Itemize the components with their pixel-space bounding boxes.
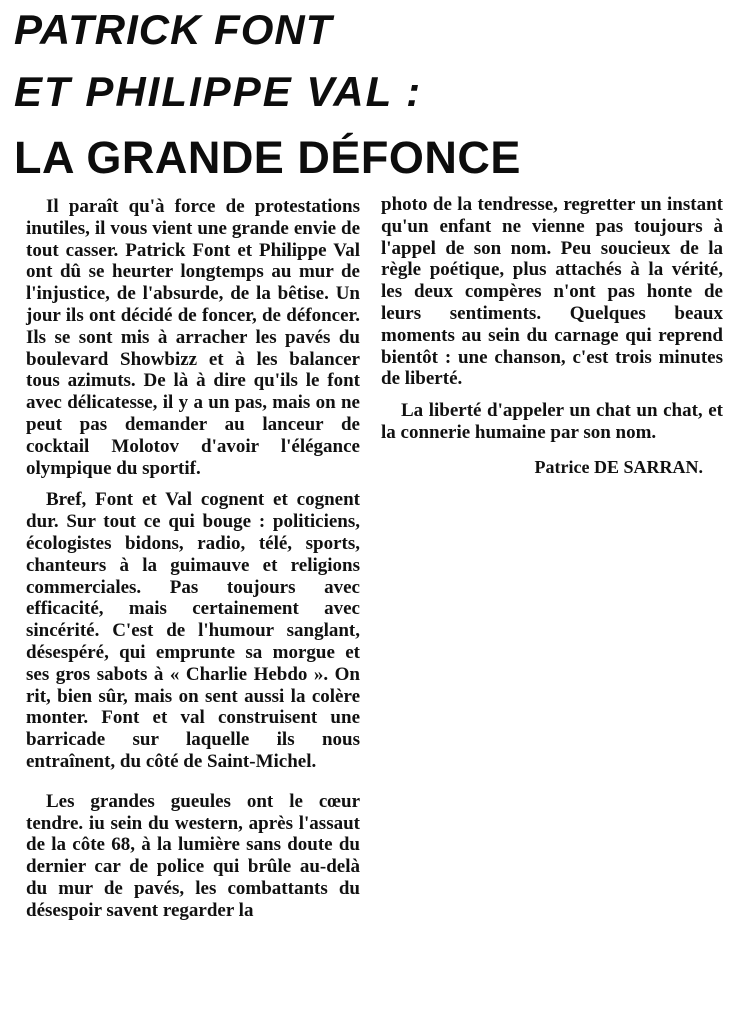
article-paragraph: La liberté d'appeler un chat un chat, et la connerie humaine par son nom.: [381, 400, 723, 443]
headline-line-3: LA GRANDE DÉFONCE: [14, 132, 521, 183]
author-signature: Patrice DE SARRAN.: [534, 456, 703, 477]
headline-line-2: ET PHILIPPE VAL :: [14, 68, 423, 115]
article-paragraph: Bref, Font et Val cognent et cognent dur. Sur tout ce qui bouge : politiciens, écologistes bidons, radio, télé, sports, chanteurs à la guimauve et religions commerciales. Pas toujours avec efficacité, mais certainement avec sincérité. C'est de l'humour sanglant, désespéré, qui emprunte sa morgue et ses gros sabots à « Charlie Hebdo ». On rit, bien sûr, mais on sent aussi la colère monter. Font et val construisent une barricade sur laquelle ils nous entraînent, du côté de Saint-Michel.: [26, 489, 360, 772]
headline: [14, 6, 726, 184]
headline-line-1: PATRICK FONT: [14, 6, 333, 53]
article-paragraph: photo de la tendresse, regretter un instant qu'un enfant ne vienne pas toujours à l'appel de son nom. Peu soucieux de la règle poétique, plus attachés à la vérité, les deux compères n'ont pas honte de leurs sentiments. Quelques beaux moments au sein du carnage qui reprend bientôt : une chanson, c'est trois minutes de liberté.: [381, 194, 723, 390]
article-paragraph: Il paraît qu'à force de protestations inutiles, il vous vient une grande envie de tout casser. Patrick Font et Philippe Val ont dû se heurter longtemps au mur de l'injustice, de l'absurde, de la bêtise. Un jour ils ont décidé de foncer, de défoncer. Ils se sont mis à arracher les pavés du boulevard Showbizz et à les balancer tous azimuts. De là à dire qu'ils le font avec délicatesse, il y a un pas, mais on ne peut pas demander au lanceur de cocktail Molotov d'avoir l'élégance olympique du sportif.: [26, 196, 360, 479]
article-paragraph: Les grandes gueules ont le cœur tendre. iu sein du western, après l'assaut de la côte 68, à la lumière sans doute du dernier car de police qui brûle au-delà du mur de pavés, les combattants du désespoir savent regarder la: [26, 790, 360, 921]
article-right-column: [381, 194, 723, 478]
article-left-column: [26, 196, 360, 922]
